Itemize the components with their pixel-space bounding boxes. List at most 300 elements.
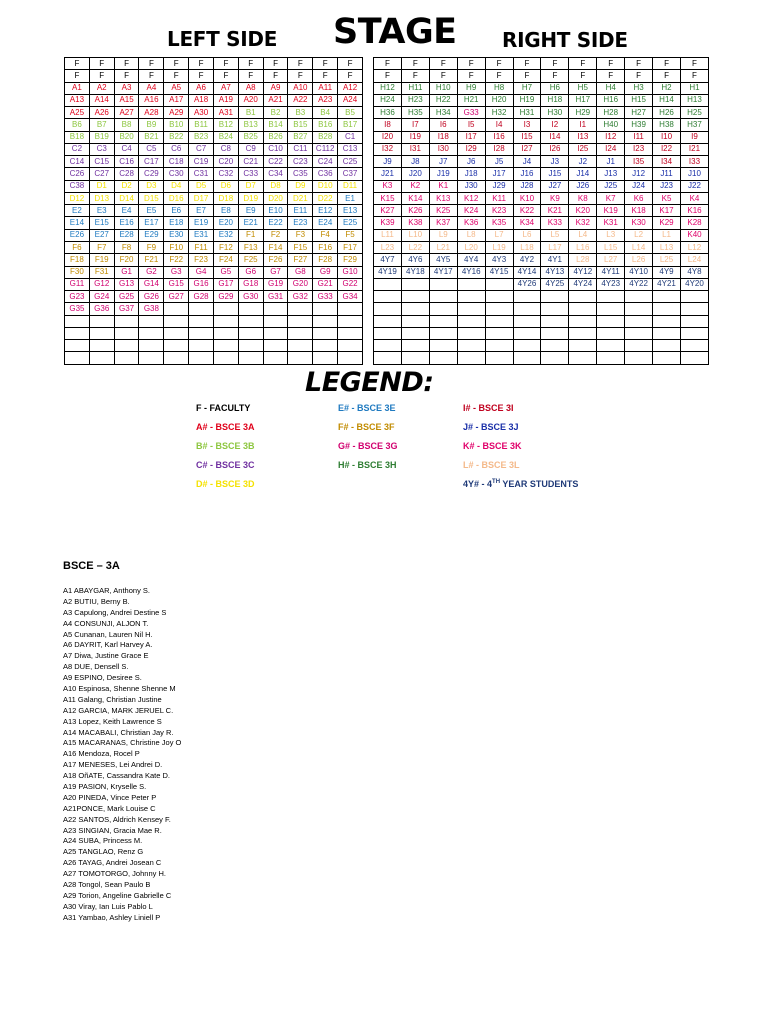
seat-cell: L4 [569, 229, 597, 241]
seat-cell [485, 352, 513, 364]
seat-cell: C10 [263, 143, 288, 155]
seat-cell: B16 [313, 119, 338, 131]
seat-cell: G17 [213, 278, 238, 290]
seat-cell: G8 [288, 266, 313, 278]
seat-cell: K3 [374, 180, 402, 192]
seat-cell: E14 [65, 217, 90, 229]
student-list-item: A26 TAYAG, Andrei Josean C [63, 858, 162, 868]
seat-cell: A29 [164, 107, 189, 119]
seat-cell: C37 [338, 168, 363, 180]
seat-cell: E15 [89, 217, 114, 229]
student-list-item: A31 Yambao, Ashley Liniell P [63, 912, 161, 922]
seat-cell [189, 340, 214, 352]
seat-cell: I18 [429, 131, 457, 143]
seat-cell [114, 352, 139, 364]
seat-cell [653, 327, 681, 339]
seat-cell: 4Y26 [513, 278, 541, 290]
seat-cell [597, 315, 625, 327]
seat-cell: A13 [65, 94, 90, 106]
right-seat-row [374, 131, 709, 143]
student-list-item: A1 ABAYGAR, Anthony S. [63, 586, 150, 595]
seat-cell: D3 [139, 180, 164, 192]
seat-cell: F30 [65, 266, 90, 278]
seat-cell: F [189, 70, 214, 82]
student-list-item: A17 MENESES, Lei Andrei D. [63, 760, 163, 770]
seat-cell: G35 [65, 303, 90, 315]
seat-cell [114, 327, 139, 339]
seat-cell: I13 [569, 131, 597, 143]
seat-cell: J9 [374, 156, 402, 168]
seat-cell: D13 [89, 192, 114, 204]
seat-cell: F [457, 58, 485, 70]
left-seat-row [65, 229, 363, 241]
seat-cell: L20 [457, 241, 485, 253]
right-seat-row [374, 291, 709, 303]
seat-cell: L1 [653, 229, 681, 241]
seat-cell [288, 303, 313, 315]
seat-cell: I22 [653, 143, 681, 155]
seat-cell: J16 [513, 168, 541, 180]
seat-cell [541, 291, 569, 303]
seat-cell: F16 [313, 241, 338, 253]
seat-cell: F [653, 58, 681, 70]
seat-cell: G28 [189, 291, 214, 303]
seat-cell: A24 [338, 94, 363, 106]
seat-cell: L26 [625, 254, 653, 266]
legend-item: B# - BSCE 3B [196, 441, 255, 451]
seat-cell: H8 [485, 82, 513, 94]
seat-cell: D7 [238, 180, 263, 192]
seat-cell: E6 [164, 205, 189, 217]
seat-cell: K5 [653, 192, 681, 204]
seat-cell: 4Y12 [569, 266, 597, 278]
student-list-item: A21PONCE, Mark Louise C [63, 803, 156, 813]
seat-cell: H26 [653, 107, 681, 119]
seat-cell: H22 [429, 94, 457, 106]
seat-cell: G3 [164, 266, 189, 278]
seat-cell: 4Y19 [374, 266, 402, 278]
seat-cell [625, 327, 653, 339]
seat-cell: I6 [429, 119, 457, 131]
seat-cell [625, 291, 653, 303]
seat-cell [238, 327, 263, 339]
seat-cell: F [189, 58, 214, 70]
left-seat-row [65, 58, 363, 70]
seat-cell: F [625, 58, 653, 70]
seat-cell: E24 [313, 217, 338, 229]
seat-cell [457, 327, 485, 339]
seat-cell: L22 [401, 241, 429, 253]
seat-cell: H35 [401, 107, 429, 119]
seat-cell: H1 [680, 82, 708, 94]
seat-cell: B15 [288, 119, 313, 131]
right-seating-grid [373, 57, 709, 365]
seat-cell: F26 [263, 254, 288, 266]
seat-cell: D20 [263, 192, 288, 204]
student-list-item: A15 MACARANAS, Christine Joy O [63, 738, 182, 748]
seat-cell: H36 [374, 107, 402, 119]
seat-cell: 4Y16 [457, 266, 485, 278]
seat-cell: I11 [625, 131, 653, 143]
seat-cell: H14 [653, 94, 681, 106]
seat-cell [513, 352, 541, 364]
seat-cell: E11 [288, 205, 313, 217]
seat-cell: F13 [238, 241, 263, 253]
seat-cell: F [680, 70, 708, 82]
student-list-item: A16 Mendoza, Rocel P [63, 749, 140, 759]
left-seat-row [65, 315, 363, 327]
seat-cell: F [401, 58, 429, 70]
seat-cell: L21 [429, 241, 457, 253]
seat-cell: H20 [485, 94, 513, 106]
seat-cell: L6 [513, 229, 541, 241]
seat-cell: A5 [164, 82, 189, 94]
seat-cell: G38 [139, 303, 164, 315]
seat-cell: J24 [625, 180, 653, 192]
seat-cell: H30 [541, 107, 569, 119]
seat-cell: L9 [429, 229, 457, 241]
seat-cell [288, 327, 313, 339]
seat-cell: F [65, 70, 90, 82]
legend-item-sup: TH [492, 479, 501, 485]
seat-cell: B2 [263, 107, 288, 119]
seat-cell: F [597, 70, 625, 82]
seat-cell [313, 327, 338, 339]
seat-cell: I7 [401, 119, 429, 131]
seat-cell: K14 [401, 192, 429, 204]
seat-cell: L3 [597, 229, 625, 241]
seat-cell [457, 352, 485, 364]
seat-cell: E2 [65, 205, 90, 217]
seat-cell: G10 [338, 266, 363, 278]
seat-cell: F [89, 70, 114, 82]
seat-cell [401, 327, 429, 339]
seat-cell: H24 [374, 94, 402, 106]
seat-cell: E3 [89, 205, 114, 217]
seat-cell: K24 [457, 205, 485, 217]
seat-cell: I29 [457, 143, 485, 155]
seat-cell [401, 278, 429, 290]
seat-cell: B5 [338, 107, 363, 119]
seat-cell: K10 [513, 192, 541, 204]
seat-cell: G37 [114, 303, 139, 315]
seat-cell: D10 [313, 180, 338, 192]
right-seat-row [374, 205, 709, 217]
seat-cell: A27 [114, 107, 139, 119]
seat-cell [89, 340, 114, 352]
student-list-item: A4 CONSUNJI, ALJON T. [63, 618, 149, 628]
seat-cell: G21 [313, 278, 338, 290]
seat-cell [263, 303, 288, 315]
left-seat-row [65, 303, 363, 315]
seat-cell: D21 [288, 192, 313, 204]
seat-cell: F6 [65, 241, 90, 253]
seat-cell: J14 [569, 168, 597, 180]
seat-cell [114, 340, 139, 352]
legend-item: L# - BSCE 3L [463, 460, 520, 470]
seat-cell [213, 315, 238, 327]
seat-cell: I15 [513, 131, 541, 143]
seat-cell: C8 [213, 143, 238, 155]
seat-cell: J28 [513, 180, 541, 192]
seat-cell: L5 [541, 229, 569, 241]
seat-cell [457, 315, 485, 327]
right-seat-row [374, 94, 709, 106]
seat-cell: K12 [457, 192, 485, 204]
seat-cell: E28 [114, 229, 139, 241]
seat-cell: H31 [513, 107, 541, 119]
left-seat-row [65, 352, 363, 364]
seat-cell [513, 327, 541, 339]
seat-cell: F [65, 58, 90, 70]
seat-cell: K35 [485, 217, 513, 229]
seat-cell: F21 [139, 254, 164, 266]
left-seat-row [65, 70, 363, 82]
seat-cell [238, 315, 263, 327]
student-list-item: A30 Viray, Ian Luis Pablo L [63, 901, 153, 911]
seat-cell [653, 291, 681, 303]
seat-cell: F10 [164, 241, 189, 253]
seat-cell: K17 [653, 205, 681, 217]
seat-cell [65, 315, 90, 327]
seat-cell: E13 [338, 205, 363, 217]
seat-cell: D18 [213, 192, 238, 204]
seat-cell [429, 291, 457, 303]
seat-cell: F [374, 58, 402, 70]
seat-cell: A1 [65, 82, 90, 94]
seat-cell: B22 [164, 131, 189, 143]
seat-cell: I12 [597, 131, 625, 143]
seat-cell: B1 [238, 107, 263, 119]
seat-cell: F28 [313, 254, 338, 266]
seat-cell: L13 [653, 241, 681, 253]
seat-cell: 4Y5 [429, 254, 457, 266]
seat-cell [597, 327, 625, 339]
seat-cell: J1 [597, 156, 625, 168]
seat-cell: D6 [213, 180, 238, 192]
seat-cell: J7 [429, 156, 457, 168]
seat-cell: D5 [189, 180, 214, 192]
seat-cell: J3 [541, 156, 569, 168]
seat-cell: C15 [89, 156, 114, 168]
seat-cell: F [374, 70, 402, 82]
seat-cell: C3 [89, 143, 114, 155]
seat-cell [288, 315, 313, 327]
seat-cell [313, 352, 338, 364]
seat-cell: J25 [597, 180, 625, 192]
seat-cell: H38 [653, 119, 681, 131]
seat-cell: I31 [401, 143, 429, 155]
seat-cell [680, 291, 708, 303]
seat-cell: J4 [513, 156, 541, 168]
seat-cell [89, 352, 114, 364]
seat-cell: B13 [238, 119, 263, 131]
seat-cell: F3 [288, 229, 313, 241]
seat-cell: C29 [139, 168, 164, 180]
seat-cell: 4Y6 [401, 254, 429, 266]
legend-item [463, 479, 578, 489]
seat-cell: E29 [139, 229, 164, 241]
seat-cell: B23 [189, 131, 214, 143]
legend-item-suffix: YEAR STUDENTS [500, 479, 579, 489]
seat-cell [429, 327, 457, 339]
seat-cell: K27 [374, 205, 402, 217]
seat-cell: B21 [139, 131, 164, 143]
seat-cell: B9 [139, 119, 164, 131]
seat-cell [213, 327, 238, 339]
seat-cell [541, 315, 569, 327]
seat-cell: K13 [429, 192, 457, 204]
legend-item: F - FACULTY [196, 403, 251, 413]
seat-cell: C26 [65, 168, 90, 180]
seat-cell: G12 [89, 278, 114, 290]
left-seat-row [65, 278, 363, 290]
seat-cell: F [429, 70, 457, 82]
seat-cell: E5 [139, 205, 164, 217]
seat-cell [429, 352, 457, 364]
stage-heading: STAGE [333, 12, 457, 52]
seat-cell: E26 [65, 229, 90, 241]
seat-cell: L18 [513, 241, 541, 253]
seat-cell: F20 [114, 254, 139, 266]
seat-cell: A14 [89, 94, 114, 106]
section-title: BSCE – 3A [63, 560, 120, 572]
left-seat-row [65, 119, 363, 131]
seat-cell: A8 [238, 82, 263, 94]
seat-cell [680, 340, 708, 352]
seat-cell: C7 [189, 143, 214, 155]
seat-cell [541, 352, 569, 364]
seat-cell: I2 [541, 119, 569, 131]
seat-cell: C21 [238, 156, 263, 168]
seat-cell: B3 [288, 107, 313, 119]
seat-cell [457, 291, 485, 303]
seat-cell: D19 [238, 192, 263, 204]
seat-cell: I4 [485, 119, 513, 131]
seat-cell: 4Y22 [625, 278, 653, 290]
seat-cell: C13 [338, 143, 363, 155]
seat-cell: K25 [429, 205, 457, 217]
seat-cell: F [288, 70, 313, 82]
seat-cell: I23 [625, 143, 653, 155]
seat-cell: I33 [680, 156, 708, 168]
seat-cell [680, 303, 708, 315]
seat-cell: C5 [139, 143, 164, 155]
seat-cell [313, 340, 338, 352]
seat-cell: E25 [338, 217, 363, 229]
left-seating-grid [64, 57, 363, 365]
seat-cell: E16 [114, 217, 139, 229]
seat-cell: A21 [263, 94, 288, 106]
seat-cell [89, 327, 114, 339]
left-seat-row [65, 180, 363, 192]
seat-cell: G16 [189, 278, 214, 290]
seat-cell [597, 352, 625, 364]
seat-cell [597, 340, 625, 352]
seat-cell: I20 [374, 131, 402, 143]
seat-cell: F [139, 58, 164, 70]
seat-cell: 4Y7 [374, 254, 402, 266]
student-list-item: A28 Tongol, Sean Paulo B [63, 880, 151, 890]
seat-cell: F [485, 70, 513, 82]
seat-cell: J11 [653, 168, 681, 180]
seat-cell: C19 [189, 156, 214, 168]
seat-cell [680, 327, 708, 339]
student-list-item: A9 ESPINO, Desiree S. [63, 673, 142, 683]
seat-cell: B18 [65, 131, 90, 143]
seat-cell: D1 [89, 180, 114, 192]
seat-cell: D8 [263, 180, 288, 192]
seat-cell [164, 303, 189, 315]
seat-cell: A16 [139, 94, 164, 106]
seat-cell: G33 [313, 291, 338, 303]
seat-cell: C11 [288, 143, 313, 155]
seat-cell: K11 [485, 192, 513, 204]
seat-cell [401, 291, 429, 303]
seat-cell: F31 [89, 266, 114, 278]
seat-cell: C30 [164, 168, 189, 180]
seat-cell [569, 303, 597, 315]
seat-cell: H9 [457, 82, 485, 94]
right-seat-row [374, 278, 709, 290]
seat-cell: H16 [597, 94, 625, 106]
student-list-item: A13 Lopez, Keith Lawrence S [63, 716, 162, 726]
seat-cell: F24 [213, 254, 238, 266]
left-seat-row [65, 131, 363, 143]
seat-cell: A15 [114, 94, 139, 106]
seat-cell [374, 327, 402, 339]
seat-cell [374, 340, 402, 352]
seat-cell [263, 327, 288, 339]
right-seat-row [374, 327, 709, 339]
seat-cell: C36 [313, 168, 338, 180]
seat-cell: A11 [313, 82, 338, 94]
seat-cell: 4Y9 [653, 266, 681, 278]
seat-cell: C1 [338, 131, 363, 143]
seat-cell: C35 [288, 168, 313, 180]
left-seat-row [65, 94, 363, 106]
seat-cell: K20 [569, 205, 597, 217]
seat-cell: K22 [513, 205, 541, 217]
seat-cell [164, 315, 189, 327]
seat-cell: E18 [164, 217, 189, 229]
seat-cell: E21 [238, 217, 263, 229]
seat-cell: G32 [288, 291, 313, 303]
seat-cell: I34 [653, 156, 681, 168]
seat-cell: E1 [338, 192, 363, 204]
student-list-item: A7 Diwa, Justine Grace E [63, 651, 149, 661]
student-list-item: A25 TANGLAO, Renz G [63, 847, 144, 857]
seat-cell: I17 [457, 131, 485, 143]
seat-cell: H2 [653, 82, 681, 94]
seat-cell: 4Y20 [680, 278, 708, 290]
student-list-item: A2 BUTIU, Berny B. [63, 596, 130, 606]
student-list-item: A12 GARCIA, MARK JERUEL C. [63, 705, 174, 715]
seat-cell: I21 [680, 143, 708, 155]
seat-cell: A9 [263, 82, 288, 94]
seat-cell: J15 [541, 168, 569, 180]
seat-cell: A30 [189, 107, 214, 119]
seat-cell: F [213, 70, 238, 82]
seat-cell: D16 [164, 192, 189, 204]
seat-cell: J26 [569, 180, 597, 192]
seat-cell [625, 303, 653, 315]
seat-cell [338, 303, 363, 315]
seat-cell: L27 [597, 254, 625, 266]
seat-cell [65, 327, 90, 339]
seat-cell: K40 [680, 229, 708, 241]
student-list-item: A29 Torion, Angeline Gabrielle C [63, 890, 172, 900]
